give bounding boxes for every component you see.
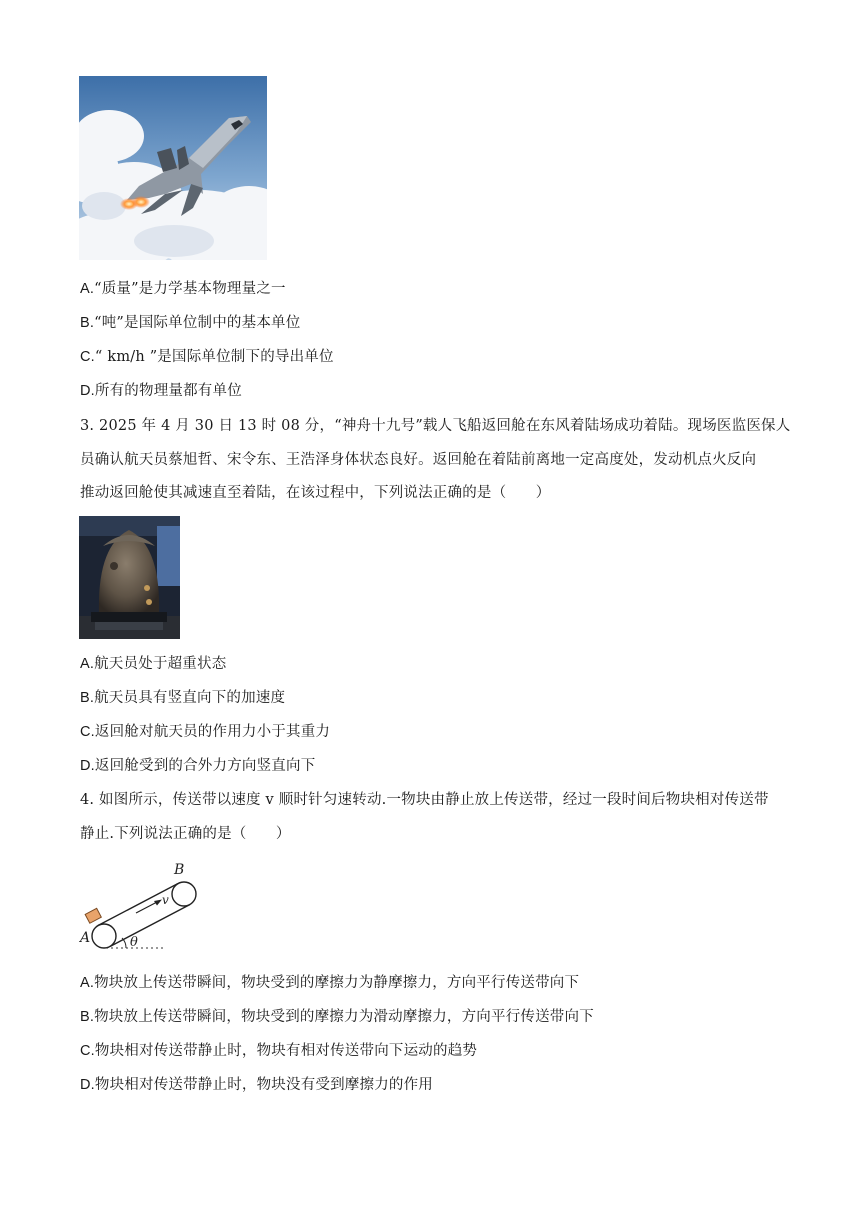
q3-stem-line: 3. 2025 年 4 月 30 日 13 时 08 分，“神舟十九号”载人飞船返回舱在东风着陆场成功着陆。现场医监医保人 [80,418,791,434]
conveyor-belt-diagram [76,858,206,954]
label-b: B [174,862,185,878]
q3-option-a[interactable] [80,654,226,674]
q4-option-d[interactable] [80,1075,433,1095]
option-letter: A. [80,656,95,672]
option-text: “ km/h ”是国际单位制下的导出单位 [94,349,334,365]
q4-stem-line: 静止.下列说法正确的是（ ） [80,826,291,842]
option-letter: B. [80,1009,95,1025]
option-letter: D. [80,758,95,774]
option-letter: D. [80,383,95,399]
option-letter: B. [80,690,95,706]
option-letter: B. [80,315,95,331]
upper-pulley [172,882,196,906]
q3-stem-line: 员确认航天员蔡旭哲、宋令东、王浩泽身体状态良好。返回舱在着陆前离地一定高度处，发动机点火反向 [80,452,757,468]
option-text: 物块相对传送带静止时，物块没有受到摩擦力的作用 [94,1077,434,1093]
q2-option-c[interactable] [80,347,334,367]
block [85,908,101,923]
option-text: 航天员具有竖直向下的加速度 [94,690,286,706]
label-a: A [80,930,91,946]
option-text: 返回舱对航天员的作用力小于其重力 [94,724,331,740]
q4-stem-line: 4. 如图所示，传送带以速度 v 顺时针匀速转动.一物块由静止放上传送带，经过一段时间后物块相对传送带 [80,792,769,808]
option-text: 返回舱受到的合外力方向竖直向下 [94,758,316,774]
label-theta: θ [130,935,138,950]
q3-option-b[interactable] [80,688,285,708]
option-text: 物块放上传送带瞬间，物块受到的摩擦力为滑动摩擦力，方向平行传送带向下 [94,1009,594,1025]
q3-stem-line: 推动返回舱使其减速直至着陆，在该过程中，下列说法正确的是（ ） [80,485,551,501]
option-letter: C. [80,1043,95,1059]
option-text: “质量”是力学基本物理量之一 [94,281,286,297]
belt-bottom [110,905,190,947]
option-text: 所有的物理量都有单位 [94,383,242,399]
option-letter: C. [80,724,95,740]
lower-pulley [92,924,116,948]
option-text: 物块相对传送带静止时，物块有相对传送带向下运动的趋势 [94,1043,478,1059]
label-v: v [162,893,169,907]
q3-option-d[interactable] [80,756,315,776]
q4-option-c[interactable] [80,1041,477,1061]
option-letter: D. [80,1077,95,1093]
q3-option-c[interactable] [80,722,330,742]
q4-option-b[interactable] [80,1007,594,1027]
option-letter: C. [80,349,95,365]
option-letter: A. [80,975,95,991]
return-capsule-image [79,516,180,639]
option-text: “吨”是国际单位制中的基本单位 [94,315,301,331]
q2-option-b[interactable] [80,313,300,333]
q4-option-a[interactable] [80,973,579,993]
option-letter: A. [80,281,95,297]
fighter-jet-image [79,76,267,260]
option-text: 航天员处于超重状态 [94,656,227,672]
option-text: 物块放上传送带瞬间，物块受到的摩擦力为静摩擦力，方向平行传送带向下 [94,975,580,991]
q2-option-d[interactable] [80,381,242,401]
q2-option-a[interactable] [80,279,286,299]
